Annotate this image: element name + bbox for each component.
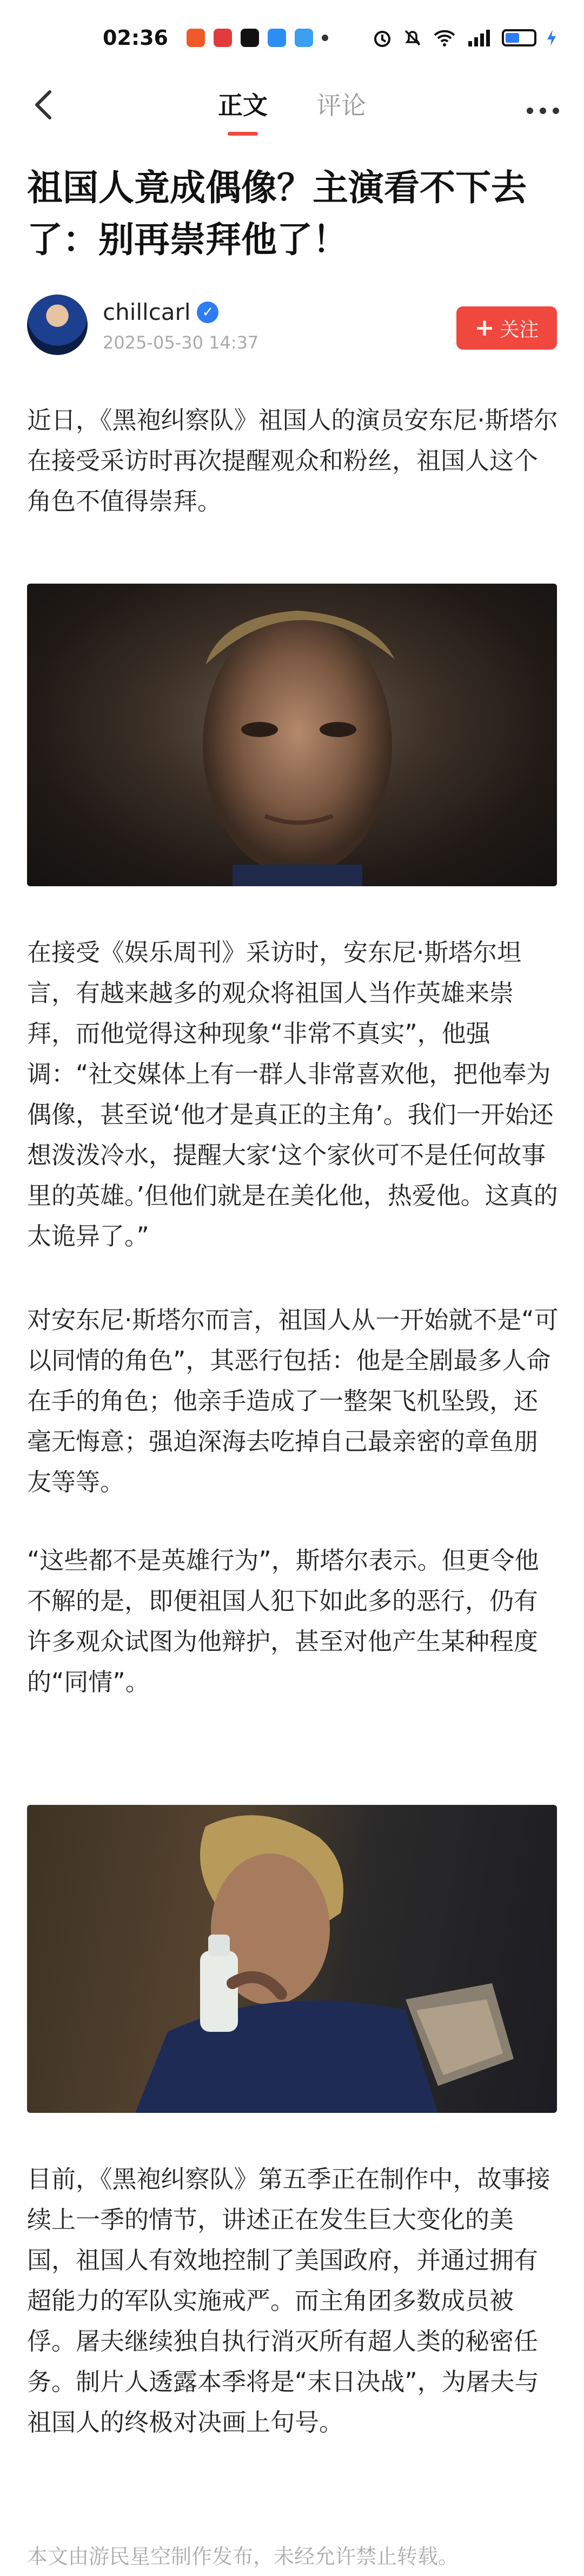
battery-level	[506, 33, 519, 43]
status-time: 02:36	[103, 26, 168, 50]
tiktok-icon	[241, 29, 259, 47]
tab-article[interactable]: 正文	[218, 86, 268, 125]
homelander-portrait-illustration	[27, 584, 557, 886]
notification-icons	[187, 29, 328, 47]
more-icon	[526, 105, 560, 116]
article-paragraph: “这些都不是英雄行为”，斯塔尔表示。但更令他不解的是，即便祖国人犯下如此多的恶行，仍有许多观众试图为他辩护，甚至对他产生某种程度的“同情”。	[27, 1546, 539, 1696]
tab-comments[interactable]: 评论	[316, 91, 366, 120]
battery-icon	[502, 29, 536, 46]
article-paragraph: 在接受《娱乐周刊》采访时，安东尼·斯塔尔坦言，有越来越多的观众将祖国人当作英雄来崇拜，而他觉得这种现象“非常不真实”，他强调：“社交媒体上有一群人非常喜欢他，把他奉为偶像，甚至说‘他才是真正的主角’。我们一开始还想泼泼冷水，提醒大家‘这个家伙可不是任何故事里的英雄。’但他们就是在美化他，热爱他。这真的太诡异了。”	[27, 938, 558, 1250]
app-notification-icon	[268, 29, 286, 47]
more-notifications-dot	[322, 35, 328, 41]
author-name-row[interactable]	[103, 299, 218, 325]
article-image-homelander-milk[interactable]	[27, 1805, 557, 2113]
status-bar	[0, 0, 584, 76]
homelander-milk-illustration	[27, 1805, 557, 2113]
author-name: chillcarl	[103, 299, 191, 325]
author-row	[27, 295, 557, 359]
more-options-button[interactable]	[526, 91, 560, 123]
bell-mute-icon	[402, 28, 423, 48]
follow-label: 关注	[500, 318, 539, 341]
signal-icon	[466, 28, 492, 48]
article-title: 祖国人竟成偶像？主演看不下去了：别再崇拜他了！	[27, 167, 527, 260]
copyright-notice: 本文由游民星空制作发布，未经允许禁止转载。	[27, 2545, 459, 2568]
follow-button[interactable]	[456, 306, 557, 350]
tab-bar	[0, 76, 584, 135]
article-image-homelander-portrait[interactable]	[27, 584, 557, 886]
article-paragraph: 对安东尼·斯塔尔而言，祖国人从一开始就不是“可以同情的角色”，其恶行包括：他是全剧最多人命在手的角色；他亲手造成了一整架飞机坠毁，还毫无悔意；强迫深海去吃掉自己最亲密的章鱼朋友等等。	[27, 1306, 559, 1496]
top-navigation	[0, 76, 584, 135]
wifi-icon	[433, 28, 456, 48]
alarm-icon	[372, 28, 393, 48]
app-notification-icon	[214, 29, 232, 47]
charging-icon	[546, 29, 557, 47]
system-icons	[372, 28, 557, 48]
app-notification-icon	[187, 29, 205, 47]
plus-icon: +	[474, 314, 495, 342]
app-notification-icon	[295, 29, 313, 47]
verified-icon: ✓	[197, 302, 218, 323]
author-avatar[interactable]	[27, 295, 88, 355]
article-paragraph: 目前，《黑袍纠察队》第五季正在制作中，故事接续上一季的情节，讲述正在发生巨大变化的美国，祖国人有效地控制了美国政府，并通过拥有超能力的军队实施戒严。而主角团多数成员被俘。屠夫继续独自执行消灭所有超人类的秘密任务。制片人透露本季将是“末日决战”，为屠夫与祖国人的终极对决画上句号。	[27, 2165, 550, 2437]
publish-time: 2025-05-30 14:37	[103, 332, 259, 353]
article-paragraph: 近日，《黑袍纠察队》祖国人的演员安东尼·斯塔尔在接受采访时再次提醒观众和粉丝，祖国人这个角色不值得崇拜。	[27, 406, 558, 516]
